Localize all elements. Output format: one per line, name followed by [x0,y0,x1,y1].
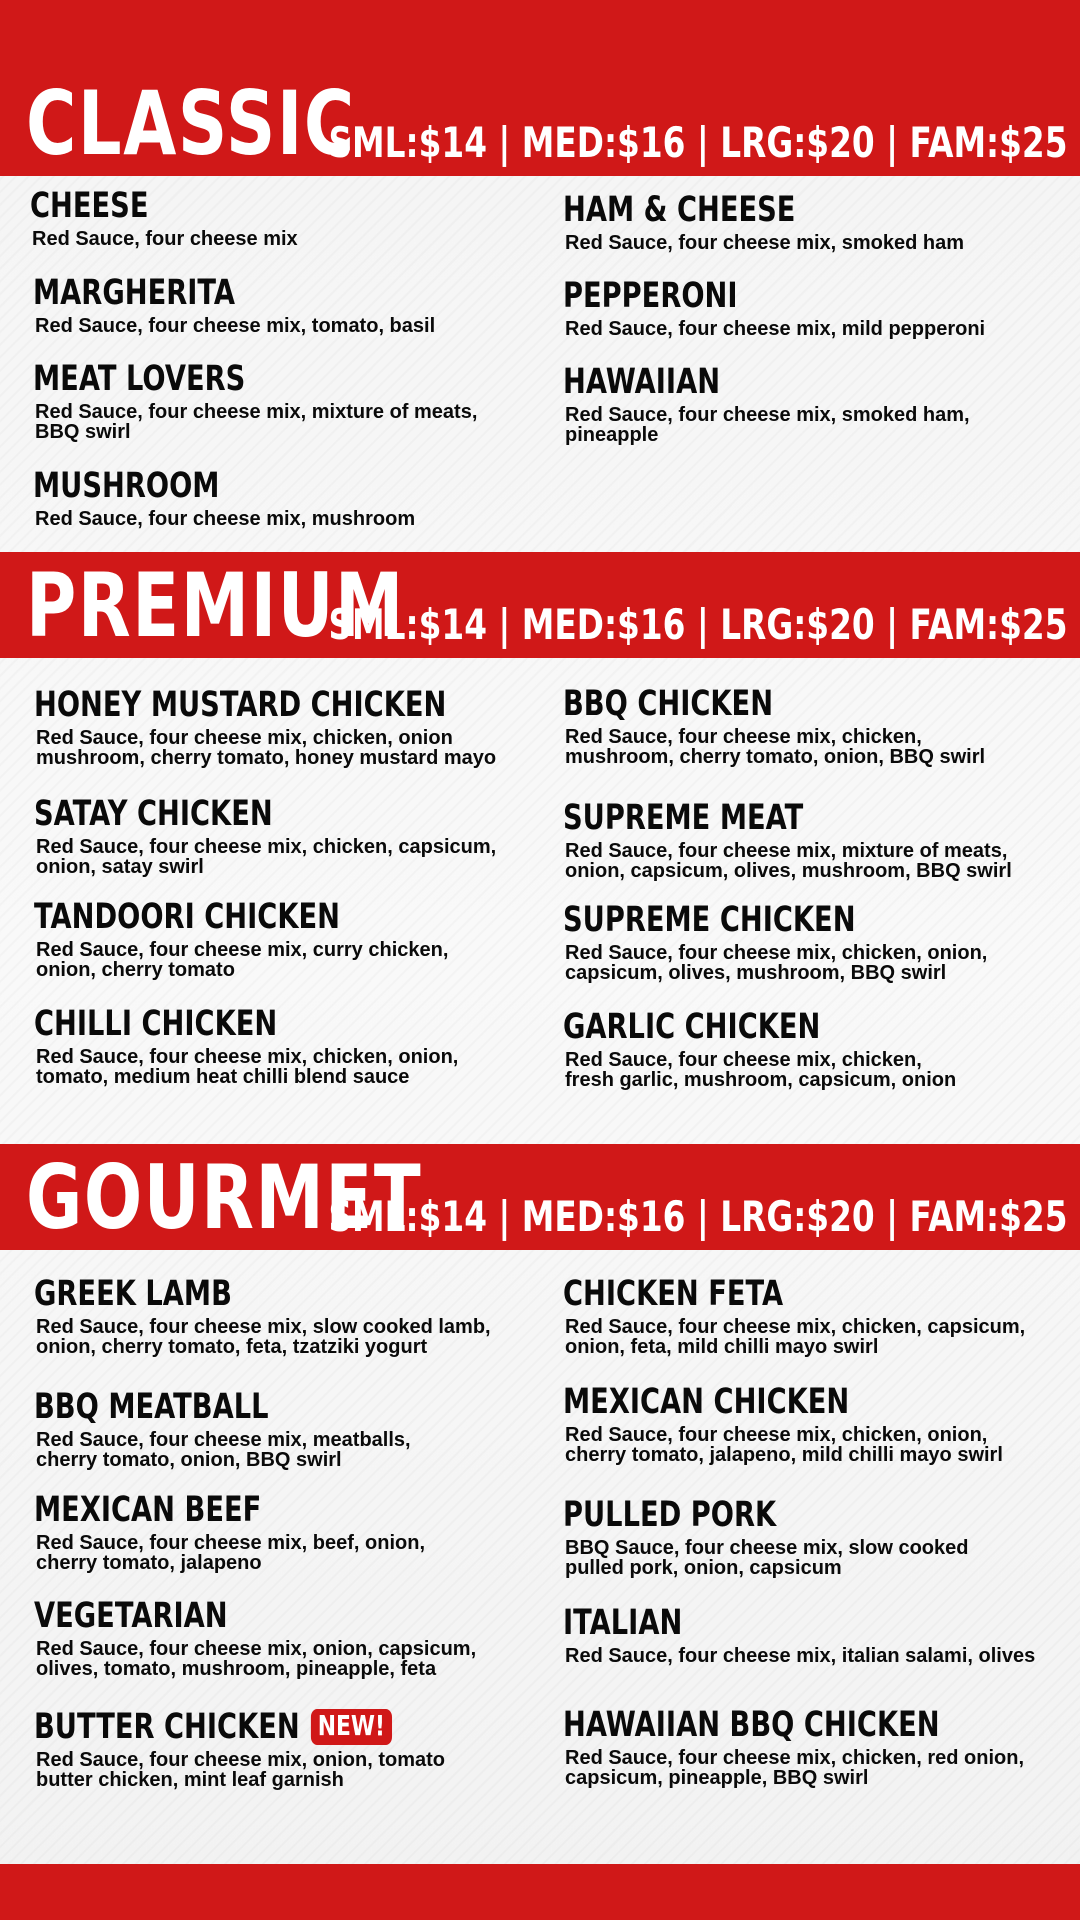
menu-item-vegetarian [34,1598,554,1679]
item-name: GREEK LAMB [34,1274,232,1314]
item-desc: Red Sauce, four cheese mix, italian salami, olives [565,1644,1036,1667]
item-name: MEXICAN CHICKEN [563,1382,850,1422]
item-desc: Red Sauce, four cheese mix, chicken, capsicum, onion, satay swirl [36,835,497,878]
menu-item-hawaiian [563,364,1080,445]
item-desc: Red Sauce, four cheese mix, slow cooked lamb, onion, cherry tomato, feta, tzatziki yogurt [36,1315,491,1358]
item-desc: Red Sauce, four cheese mix, chicken, capsicum, onion, feta, mild chilli mayo swirl [565,1315,1026,1358]
classic-header-band [0,0,1080,176]
new-badge: NEW! [311,1709,392,1745]
item-desc: Red Sauce, four cheese mix, onion, capsicum, olives, tomato, mushroom, pineapple, feta [36,1637,477,1680]
menu-item-bbq-chicken [563,686,1080,767]
menu-item-meat-lovers [33,361,553,442]
item-name: PULLED PORK [563,1495,777,1535]
item-desc: Red Sauce, four cheese mix, chicken, onion, capsicum, olives, mushroom, BBQ swirl [565,941,988,984]
item-name: SUPREME CHICKEN [563,900,856,940]
gourmet-title: GOURMET [26,1146,423,1249]
item-name: GARLIC CHICKEN [563,1007,821,1047]
menu-item-mushroom [33,468,553,529]
menu-item-ham-cheese [563,192,1080,253]
item-desc: Red Sauce, four cheese mix, chicken, fresh garlic, mushroom, capsicum, onion [565,1048,957,1091]
item-name: HAWAIIAN BBQ CHICKEN [563,1705,940,1745]
item-name: ITALIAN [563,1603,683,1643]
item-desc: Red Sauce, four cheese mix, mushroom [35,507,416,530]
menu-item-satay-chicken [34,796,554,877]
item-desc: Red Sauce, four cheese mix, mixture of meats, BBQ swirl [35,400,478,443]
item-name: MARGHERITA [33,273,236,313]
item-desc: Red Sauce, four cheese mix, mild pepperoni [565,317,986,340]
item-name-row [34,1709,440,1746]
menu-item-margherita [33,275,553,336]
premium-header-band [0,552,1080,658]
menu-item-pepperoni [563,278,1080,339]
item-name: VEGETARIAN [34,1596,228,1636]
menu-item-hawaiian-bbq-chicken [563,1707,1080,1788]
menu-item-tandoori-chicken [34,899,554,980]
menu-item-chilli-chicken [34,1006,554,1087]
classic-prices: SML:$14 | MED:$16 | LRG:$20 | FAM:$25 [328,118,1068,167]
item-name: PEPPERONI [563,276,738,316]
item-desc: Red Sauce, four cheese mix, chicken, red onion, capsicum, pineapple, BBQ swirl [565,1746,1025,1789]
item-desc: Red Sauce, four cheese mix [32,227,298,250]
classic-title: CLASSIC [26,72,356,175]
menu-item-mexican-beef [34,1492,554,1573]
item-name: CHILLI CHICKEN [34,1004,278,1044]
item-name: MUSHROOM [33,466,220,506]
menu-item-pulled-pork [563,1497,1080,1578]
item-name: BBQ MEATBALL [34,1387,269,1427]
item-desc: Red Sauce, four cheese mix, curry chicken, onion, cherry tomato [36,938,449,981]
item-desc: Red Sauce, four cheese mix, smoked ham, pineapple [565,403,970,446]
item-name: HAWAIIAN [563,362,721,402]
item-name: TANDOORI CHICKEN [34,897,340,937]
item-desc: BBQ Sauce, four cheese mix, slow cooked pulled pork, onion, capsicum [565,1536,969,1579]
menu-item-cheese [30,188,550,249]
menu-item-butter-chicken [34,1709,554,1790]
item-desc: Red Sauce, four cheese mix, chicken, onion mushroom, cherry tomato, honey mustard mayo [36,726,497,769]
item-desc: Red Sauce, four cheese mix, chicken, mushroom, cherry tomato, onion, BBQ swirl [565,725,986,768]
item-name: MEXICAN BEEF [34,1490,262,1530]
item-desc: Red Sauce, four cheese mix, chicken, onion, tomato, medium heat chilli blend sauce [36,1045,459,1088]
menu-item-mexican-chicken [563,1384,1080,1465]
item-name: HONEY MUSTARD CHICKEN [34,685,447,725]
item-desc: Red Sauce, four cheese mix, smoked ham [565,231,965,254]
item-desc: Red Sauce, four cheese mix, tomato, basil [35,314,436,337]
item-desc: Red Sauce, four cheese mix, onion, tomato butter chicken, mint leaf garnish [36,1748,445,1791]
menu-item-chicken-feta [563,1276,1080,1357]
menu-item-honey-mustard-chicken [34,687,554,768]
menu-item-italian [563,1605,1080,1666]
menu-item-bbq-meatball [34,1389,554,1470]
gourmet-prices: SML:$14 | MED:$16 | LRG:$20 | FAM:$25 [328,1192,1068,1241]
menu-item-supreme-meat [563,800,1080,881]
gourmet-header-band [0,1144,1080,1250]
item-name: BBQ CHICKEN [563,684,774,724]
item-desc: Red Sauce, four cheese mix, chicken, onion, cherry tomato, jalapeno, mild chilli mayo swirl [565,1423,1003,1466]
item-name: SATAY CHICKEN [34,794,273,834]
item-name: CHICKEN FETA [563,1274,784,1314]
item-desc: Red Sauce, four cheese mix, mixture of meats, onion, capsicum, olives, mushroom, BBQ swirl [565,839,1012,882]
item-name: BUTTER CHICKEN [34,1707,300,1747]
menu-item-supreme-chicken [563,902,1080,983]
premium-title: PREMIUM [26,554,405,657]
premium-prices: SML:$14 | MED:$16 | LRG:$20 | FAM:$25 [328,600,1068,649]
item-desc: Red Sauce, four cheese mix, beef, onion, cherry tomato, jalapeno [36,1531,425,1574]
menu-item-garlic-chicken [563,1009,1080,1090]
item-name: MEAT LOVERS [33,359,246,399]
footer-band [0,1864,1080,1920]
item-desc: Red Sauce, four cheese mix, meatballs, cherry tomato, onion, BBQ swirl [36,1428,411,1471]
item-name: CHEESE [30,186,149,226]
item-name: HAM & CHEESE [563,190,796,230]
menu-item-greek-lamb [34,1276,554,1357]
item-name: SUPREME MEAT [563,798,804,838]
